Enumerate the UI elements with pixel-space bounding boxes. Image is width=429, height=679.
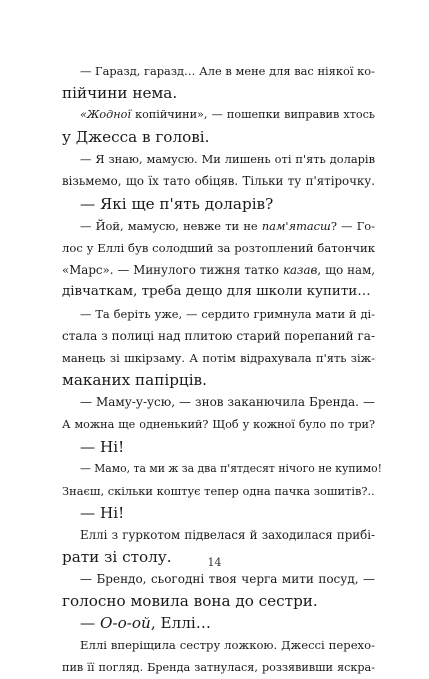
text-line (62, 281, 375, 303)
text-line (62, 502, 375, 524)
text-segment: — Маму-у-усю, — знов заканючила Бренда. — (80, 395, 375, 410)
page-number: 14 (207, 556, 222, 569)
text-line (62, 657, 375, 679)
text-line (62, 414, 375, 436)
text-line (62, 259, 375, 281)
text-segment: лос у Еллі був солодший за розтоплений батончик (62, 240, 375, 255)
text-line (62, 568, 375, 590)
text-segment: — Я знаю, мамусю. Ми лишень оті п'ять доларів (80, 152, 375, 167)
italic-text: «Жодної (80, 108, 131, 122)
text-line (62, 458, 382, 480)
text-segment: «Марс». — Минулого тижня татко (62, 262, 283, 277)
text-segment: стала з полиці над плитою старий порепаний га- (62, 329, 375, 344)
text-line (62, 193, 375, 215)
body-text (62, 60, 382, 679)
text-line (62, 480, 375, 502)
text-line (62, 590, 375, 612)
text-line (62, 347, 375, 369)
text-segment: , Еллі… (150, 614, 211, 633)
text-segment: у Джесса в голові. (62, 128, 210, 147)
italic-text: пам'ятасш (261, 218, 331, 233)
text-segment: — Ні! (80, 503, 125, 522)
text-segment: — Та беріть уже, — сердито гримнула мати й ді- (80, 307, 375, 322)
text-segment: візьмемо, що їх тато обіцяв. Тільки ту п'ятірочку. (62, 174, 375, 189)
text-segment: — Ні! (80, 437, 125, 456)
text-line (62, 148, 375, 170)
text-segment: Еллі з гуркотом підвелася й заходилася прибі- (80, 527, 375, 542)
text-segment: манець зі шкірзаму. А потім відрахувала п'ять зіж- (62, 351, 375, 366)
text-segment: — Йой, мамусю, невже ти не (80, 218, 262, 233)
text-segment: Еллі вперіщила сестру ложкою. Джессі перехо- (80, 638, 375, 653)
text-segment: — (80, 614, 101, 633)
text-line (62, 170, 375, 192)
text-line (62, 303, 375, 325)
text-line (62, 612, 375, 634)
text-segment: дівчаткам, треба дещо для школи купити… (62, 283, 371, 299)
text-segment: голосно мовила вона до сестри. (62, 592, 318, 611)
italic-text: О-о-ой (100, 614, 151, 633)
text-line (62, 524, 375, 546)
text-segment: пив її погляд. Бренда затнулася, роззявивши яскра- (62, 660, 375, 674)
text-segment: маканих папірців. (62, 371, 207, 390)
text-line (62, 82, 375, 104)
text-segment: — Брендо, сьогодні твоя черга мити посуд, — (80, 572, 375, 587)
italic-text: казав (282, 262, 318, 277)
text-segment: , що нам, (317, 262, 375, 277)
text-line (62, 104, 375, 126)
text-segment: — Гаразд, гаразд… Але в мене для вас ніякої ко- (80, 64, 375, 78)
text-segment: пійчини нема. (62, 84, 178, 103)
text-segment: — Мамо, та ми ж за два п'ятдесят нічого не купимо! (80, 461, 382, 475)
text-line (62, 391, 375, 413)
text-segment: — Які ще п'ять доларів? (80, 194, 274, 213)
text-line (62, 436, 375, 458)
text-segment: Знаєш, скільки коштує тепер одна пачка зошитів?.. (62, 483, 375, 498)
text-segment: ? — Го- (330, 218, 375, 233)
text-line (62, 325, 375, 347)
text-line (62, 126, 375, 148)
text-line (62, 369, 375, 391)
text-segment: копійчини», — пошепки виправив хтось (130, 108, 375, 122)
text-line (62, 237, 375, 259)
text-line (62, 60, 375, 82)
text-segment: А можна ще одненький? Щоб у кожної було по три? (62, 417, 375, 431)
text-line (62, 215, 375, 237)
text-line (62, 634, 375, 656)
text-segment: рати зі столу. (62, 548, 172, 567)
